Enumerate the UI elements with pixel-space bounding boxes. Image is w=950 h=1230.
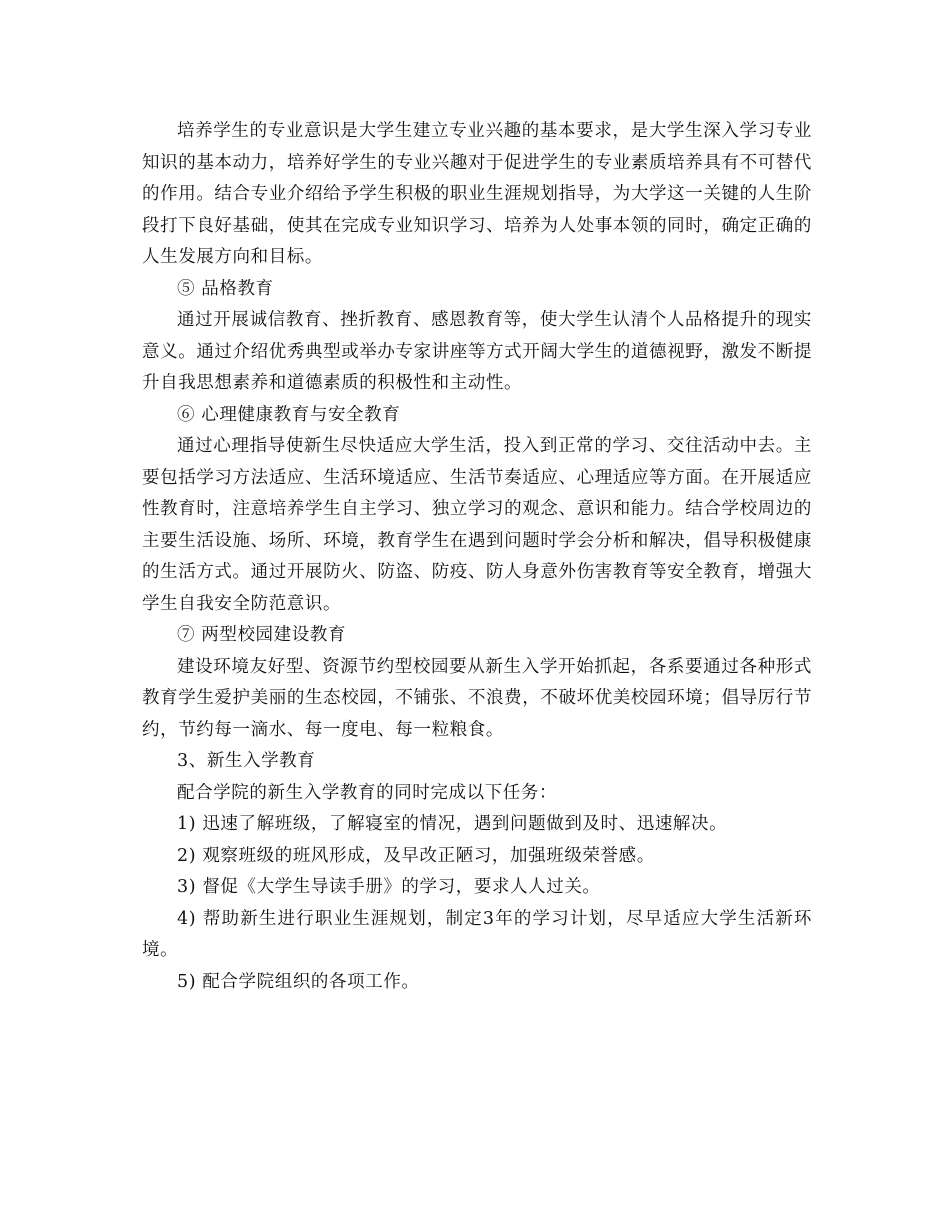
list-item-3: 3) 督促《大学生导读手册》的学习，要求人人过关。 — [177, 877, 601, 897]
list-item-5: 5) 配合学院组织的各项工作。 — [177, 971, 420, 992]
list-item-2: 2) 观察班级的班风形成，及早改正陋习，加强班级荣誉感。 — [177, 845, 655, 866]
heading-character-education: ⑤ 品格教育 — [177, 278, 274, 299]
list-item-4: 4) 帮助新生进行职业生涯规划，制定3年的学习计划，尽早适应大学生活新环境。 — [142, 908, 812, 960]
heading-mental-health-safety: ⑥ 心理健康教育与安全教育 — [177, 404, 401, 425]
paragraph-character-education: 通过开展诚信教育、挫折教育、感恩教育等，使大学生认清个人品格提升的现实意义。通过介绍优秀典型或举办专家讲座等方式开阔大学生的道德视野，激发不断提升自我思想素养和道德素质的积极性和主动性。 — [142, 310, 812, 393]
paragraph-mental-health-safety: 通过心理指导使新生尽快适应大学生活，投入到正常的学习、交往活动中去。主要包括学习方法适应、生活环境适应、生活节奏适应、心理适应等方面。在开展适应性教育时，注意培养学生自主学习、独立学习的观念、意识和能力。结合学校周边的主要生活设施、场所、环境，教育学生在遇到问题时学会分析和解决，倡导积极健康的生活方式。通过开展防火、防盗、防疫、防人身意外伤害教育等安全教育，增强大学生自我安全防范意识。 — [142, 436, 812, 614]
document-body — [142, 116, 812, 998]
heading-green-campus: ⑦ 两型校园建设教育 — [177, 625, 347, 645]
heading-freshman-orientation: 3、新生入学教育 — [177, 751, 316, 771]
list-item-1: 1) 迅速了解班级，了解寝室的情况，遇到问题做到及时、迅速解决。 — [177, 814, 728, 834]
orientation-intro: 配合学院的新生入学教育的同时完成以下任务： — [177, 782, 558, 803]
paragraph-green-campus: 建设环境友好型、资源节约型校园要从新生入学开始抓起，各系要通过各种形式教育学生爱护美丽的生态校园，不铺张、不浪费，不破坏优美校园环境；倡导厉行节约，节约每一滴水、每一度电、每一粒粮食。 — [142, 656, 812, 740]
paragraph-major-awareness: 培养学生的专业意识是大学生建立专业兴趣的基本要求，是大学生深入学习专业知识的基本动力，培养好学生的专业兴趣对于促进学生的专业素质培养具有不可替代的作用。结合专业介绍给予学生积极的职业生涯规划指导，为大学这一关键的人生阶段打下良好基础，使其在完成专业知识学习、培养为人处事本领的同时，确定正确的人生发展方向和目标。 — [142, 121, 812, 267]
